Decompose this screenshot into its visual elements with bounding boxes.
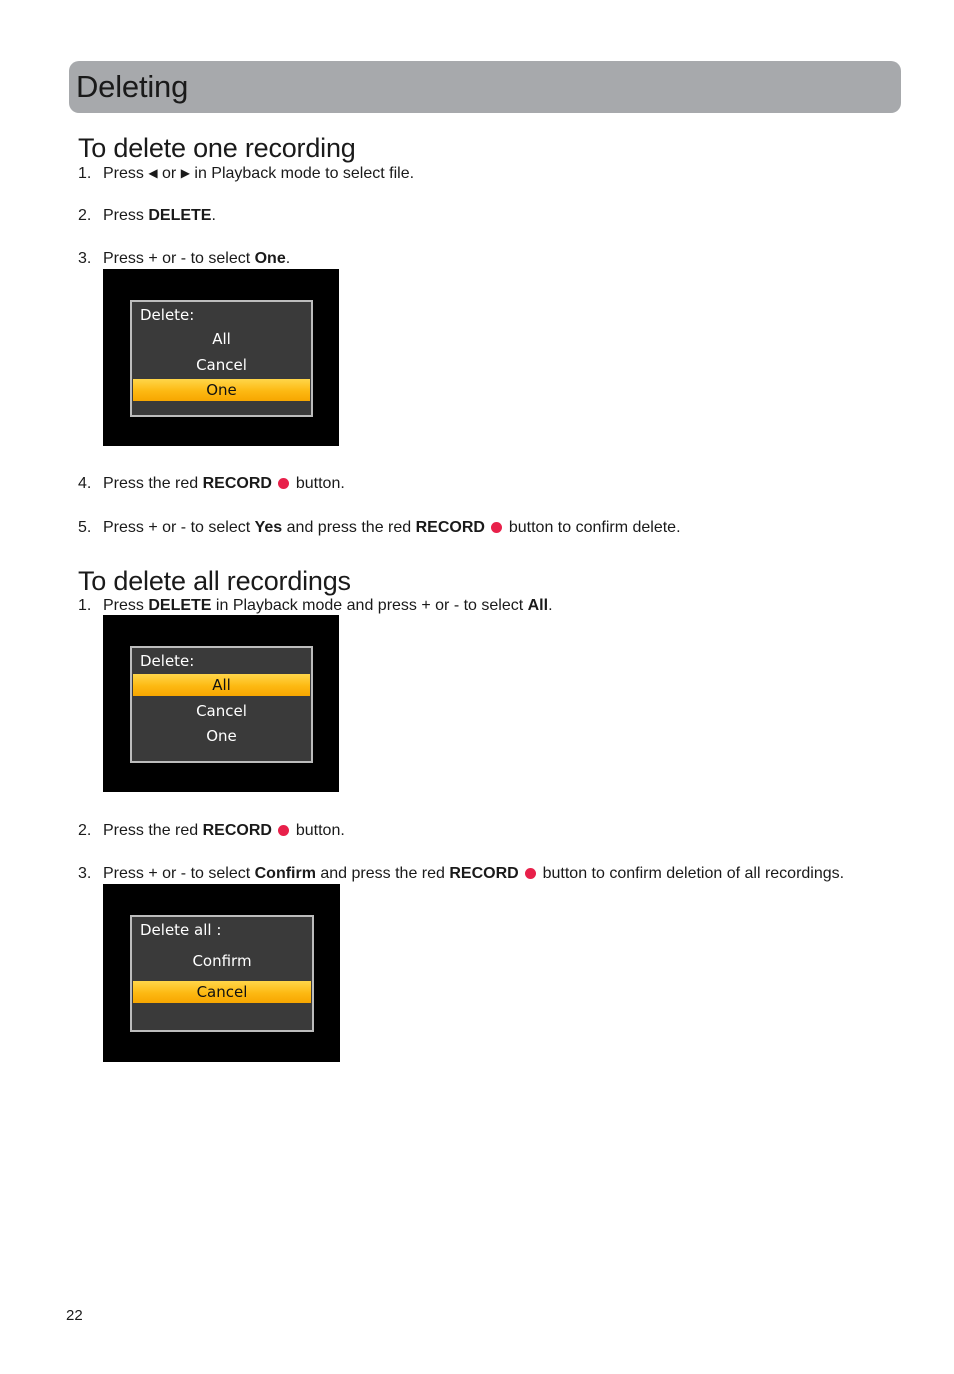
left-arrow-icon: ◀: [148, 166, 158, 180]
page-number: 22: [66, 1307, 83, 1324]
step-all-2: 2. Press the red RECORD button.: [78, 822, 345, 839]
device-screen-delete-one: [103, 269, 339, 446]
section-header-bar: [69, 61, 901, 113]
step-one-4: 4. Press the red RECORD button.: [78, 475, 345, 492]
right-arrow-icon: ▶: [180, 166, 190, 180]
device-screen-delete-all: [103, 615, 339, 792]
record-dot-icon: [278, 825, 289, 836]
menu-item-one: One: [206, 727, 237, 745]
menu-title: Delete:: [140, 306, 195, 324]
menu-title: Delete all :: [140, 921, 222, 939]
menu-item-one-selected: One: [133, 379, 310, 401]
record-dot-icon: [525, 868, 536, 879]
delete-menu: [130, 646, 313, 763]
menu-item-cancel-selected: Cancel: [133, 981, 311, 1003]
step-one-5: 5. Press + or - to select Yes and press the red RECORD button to confirm delete.: [78, 519, 681, 536]
menu-title: Delete:: [140, 652, 195, 670]
menu-item-all: All: [212, 330, 231, 348]
section-title-delete-one: To delete one recording: [78, 133, 356, 163]
section-title-delete-all: To delete all recordings: [78, 566, 351, 596]
page-heading: Deleting: [76, 69, 189, 104]
menu-item-confirm: Confirm: [192, 952, 252, 970]
menu-item-cancel: Cancel: [196, 356, 247, 374]
delete-all-menu: [130, 915, 314, 1032]
menu-item-all-selected: All: [133, 674, 310, 696]
record-dot-icon: [491, 522, 502, 533]
step-all-3: 3. Press + or - to select Confirm and press the red RECORD button to confirm deletion of all recordings.: [78, 865, 845, 882]
device-screen-confirm-delete-all: [103, 884, 340, 1062]
delete-menu: [130, 300, 313, 417]
step-one-2: 2. Press DELETE.: [78, 207, 216, 224]
step-one-1: 1. Press ◀ or ▶ in Playback mode to select file.: [78, 165, 415, 182]
step-one-3: 3. Press + or - to select One.: [78, 250, 291, 267]
step-all-1: 1. Press DELETE in Playback mode and press + or - to select All.: [78, 597, 553, 614]
menu-item-cancel: Cancel: [196, 702, 247, 720]
record-dot-icon: [278, 478, 289, 489]
